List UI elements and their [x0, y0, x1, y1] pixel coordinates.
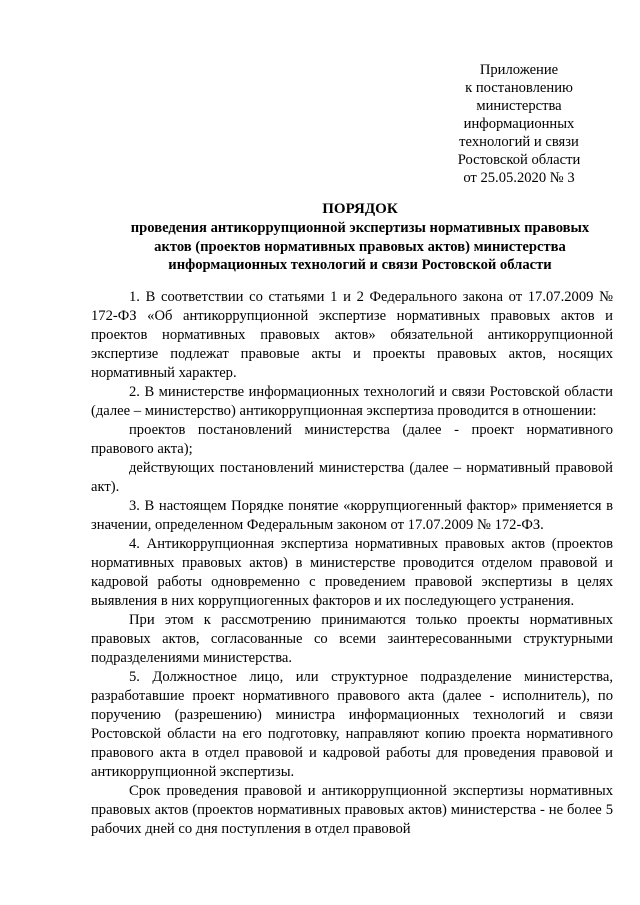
- paragraph-2-item-2: действующих постановлений министерства (далее – нормативный правовой акт).: [91, 460, 613, 495]
- paragraph-3: 3. В настоящем Порядке понятие «коррупциогенный фактор» применяется в значении, определенном Федеральным законом от 17.07.2009 № 172-ФЗ.: [91, 498, 613, 533]
- subtitle-line: проведения антикоррупционной экспертизы нормативных правовых: [130, 220, 590, 236]
- document-subtitle: [90, 219, 630, 275]
- paragraph-4-note: При этом к рассмотрению принимаются только проекты нормативных правовых актов, согласованные со всеми заинтересованными структурными подразделениями министерства.: [91, 612, 613, 666]
- subtitle-line: информационных технологий и связи Ростовской области: [168, 257, 552, 273]
- annex-line: технологий и связи: [459, 134, 579, 150]
- annex-line: к постановлению: [465, 80, 573, 96]
- annex-line: министерства: [476, 98, 562, 114]
- paragraph-5-term: Срок проведения правовой и антикоррупционной экспертизы нормативных правовых актов (проектов нормативных правовых актов) министерства - не более 5 рабочих дней со дня поступления в отдел правовой: [91, 783, 613, 837]
- paragraph-5: 5. Должностное лицо, или структурное подразделение министерства, разработавшие проект нормативного правового акта (далее - исполнитель), по поручению (разрешению) министра информационных технологий и связи Ростовской области на его подготовку, направляют копию проекта нормативного правового акта в отдел правовой и кадровой работы для проведения правовой и антикоррупционной экспертизы.: [91, 669, 613, 780]
- paragraph-1: 1. В соответствии со статьями 1 и 2 Федерального закона от 17.07.2009 № 172-ФЗ «Об антикоррупционной экспертизе нормативных правовых актов и проектов нормативных правовых актов» обязательной антикоррупционной экспертизе подлежат правовые акты и проекты правовых актов, носящих нормативный характер.: [91, 289, 613, 381]
- annex-date-line: от 25.05.2020 № 3: [463, 170, 575, 186]
- document-body: [91, 288, 613, 839]
- paragraph-2-item-1: проектов постановлений министерства (далее - проект нормативного правового акта);: [91, 422, 613, 457]
- document-title: ПОРЯДОК: [322, 201, 398, 217]
- subtitle-line: актов (проектов нормативных правовых актов) министерства: [154, 238, 566, 255]
- annex-line: информационных: [463, 116, 575, 132]
- paragraph-2: 2. В министерстве информационных технологий и связи Ростовской области (далее – министерство) антикоррупционная экспертиза проводится в отношении:: [91, 384, 613, 419]
- annex-line: Приложение: [479, 62, 559, 78]
- paragraph-4: 4. Антикоррупционная экспертиза нормативных правовых актов (проектов нормативных правовых актов) в министерстве проводится отделом правовой и кадровой работы одновременно с проведением правовой экспертизы в целях выявления в них коррупциогенных факторов и их последующего устранения.: [91, 536, 613, 609]
- annex-header: [444, 61, 594, 187]
- annex-line: Ростовской области: [457, 152, 581, 168]
